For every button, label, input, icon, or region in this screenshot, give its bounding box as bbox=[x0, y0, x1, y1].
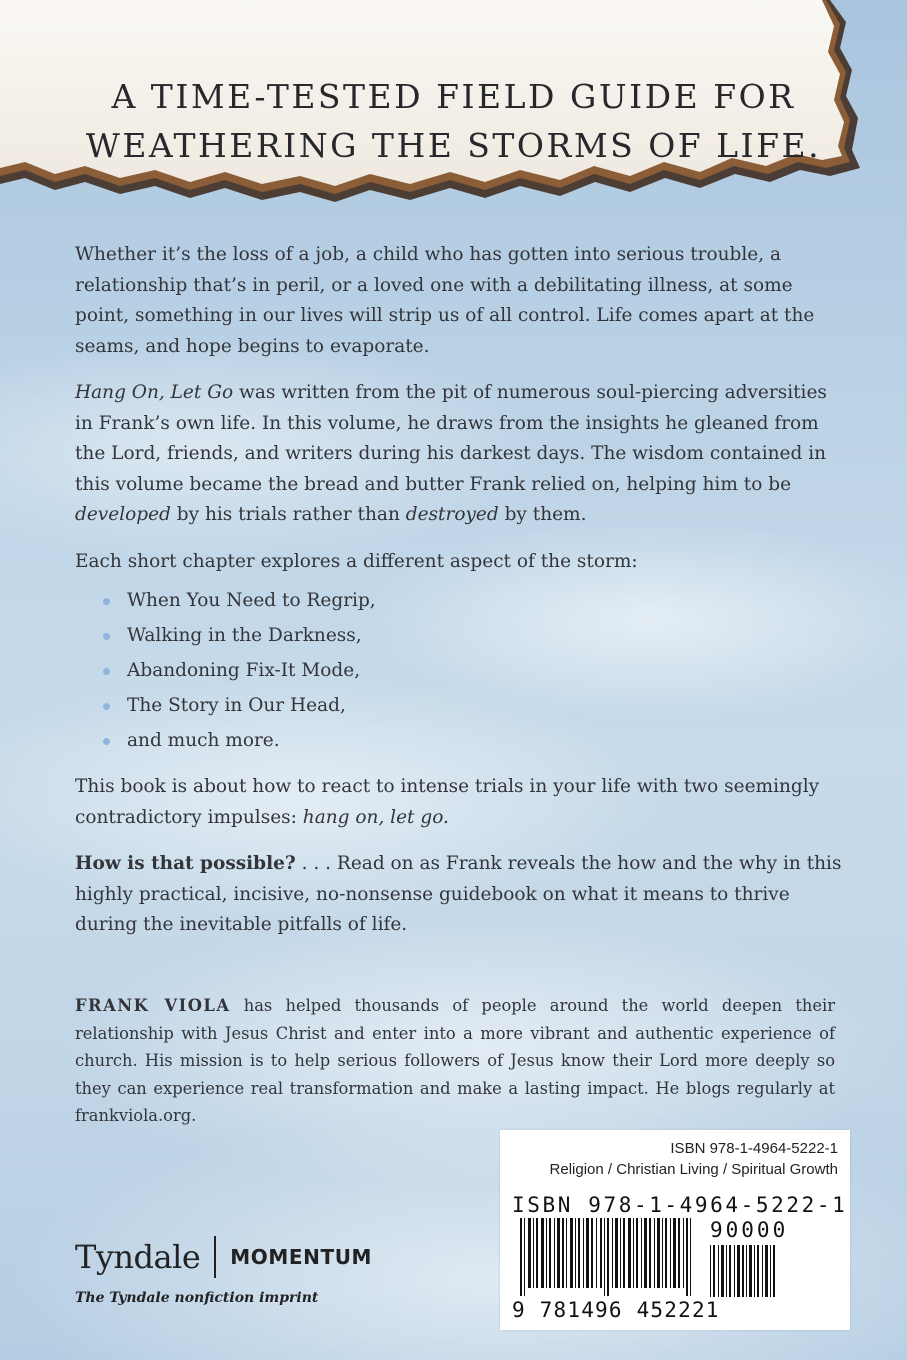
list-item: Walking in the Darkness, bbox=[103, 618, 845, 653]
headline-line-2: WEATHERING THE STORMS OF LIFE. bbox=[85, 126, 822, 165]
bullet-icon bbox=[103, 738, 110, 745]
paragraph-5: How is that possible? . . . Read on as Frank reveals the how and the why in this highly practical, incisive, no-nonsense guidebook on what it means to thrive during the inevitable pitfalls of life. bbox=[75, 853, 842, 935]
isbn-barcode-text: ISBN 978-1-4964-5222-1 bbox=[512, 1193, 848, 1217]
bullet-icon bbox=[103, 633, 110, 640]
headline-line-1: A TIME-TESTED FIELD GUIDE FOR bbox=[111, 77, 796, 116]
headline bbox=[0, 72, 907, 170]
paragraph-4: This book is about how to react to intense trials in your life with two seemingly contradictory impulses: hang on, let go. bbox=[75, 776, 820, 828]
isbn-text: ISBN 978-1-4964-5222-1 bbox=[670, 1140, 838, 1157]
bullet-icon bbox=[103, 598, 110, 605]
price-code: 90000 bbox=[710, 1218, 789, 1242]
addon-barcode-bars bbox=[710, 1245, 780, 1297]
paragraph-2: Hang On, Let Go was written from the pit of numerous soul-piercing adversities in Frank’s own life. In this volume, he draws from the insights he gleaned from the Lord, friends, and writers during his darkest days. The wisdom contained in this volume became the bread and butter Frank relied on, helping him to be developed by his trials rather than destroyed by them. bbox=[75, 382, 827, 525]
publisher-logo bbox=[75, 1232, 372, 1282]
barcode-label bbox=[500, 1130, 850, 1330]
burnt-paper-banner bbox=[0, 0, 907, 215]
paragraph-3: Each short chapter explores a different aspect of the storm: bbox=[75, 550, 638, 572]
list-item: Abandoning Fix-It Mode, bbox=[103, 653, 845, 688]
imprint-tagline: The Tyndale nonfiction imprint bbox=[75, 1290, 319, 1306]
list-item: The Story in Our Head, bbox=[103, 688, 845, 723]
barcode-digits: 9 781496 452221 bbox=[512, 1298, 720, 1322]
chapter-list bbox=[75, 583, 845, 758]
logo-divider bbox=[214, 1236, 216, 1278]
bullet-icon bbox=[103, 703, 110, 710]
author-bio: FRANK VIOLA has helped thousands of people around the world deepen their relationship with Jesus Christ and enter into a more vibrant and authentic experience of church. His mission is to help serious followers of Jesus know their Lord more deeply so they can experience real transformation and make a lasting impact. He blogs regularly at frankviola.org. bbox=[75, 996, 836, 1125]
bullet-icon bbox=[103, 668, 110, 675]
description bbox=[75, 240, 845, 957]
tyndale-wordmark: Tyndale bbox=[75, 1238, 201, 1276]
barcode-bars bbox=[520, 1218, 700, 1296]
book-title: Hang On, Let Go bbox=[75, 382, 234, 403]
category-text: Religion / Christian Living / Spiritual Growth bbox=[549, 1161, 838, 1178]
paragraph-1: Whether it’s the loss of a job, a child who has gotten into serious trouble, a relationship that’s in peril, or a loved one with a debilitating illness, at some point, something in our lives will strip us of all control. Life comes apart at the seams, and hope begins to evaporate. bbox=[75, 244, 815, 357]
momentum-wordmark: MOMENTUM bbox=[230, 1245, 373, 1269]
list-item: When You Need to Regrip, bbox=[103, 583, 845, 618]
list-item: and much more. bbox=[103, 723, 845, 758]
author-name: FRANK VIOLA bbox=[75, 996, 231, 1015]
